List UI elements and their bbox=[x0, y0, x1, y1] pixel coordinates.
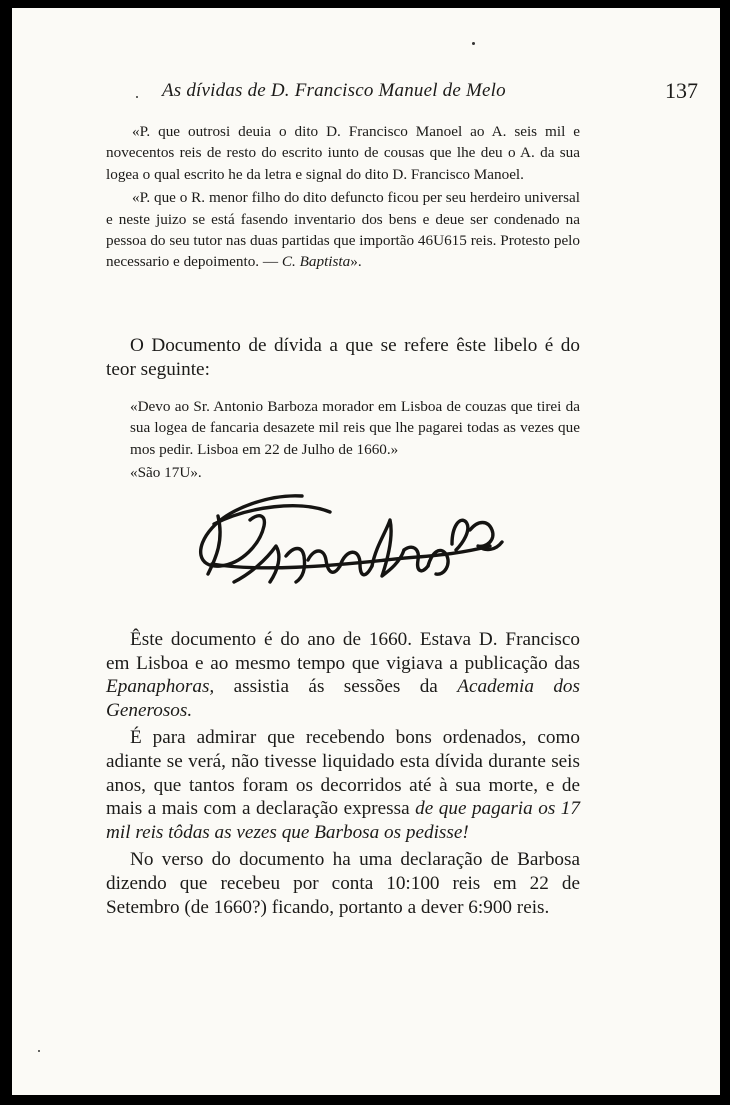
debt-document-quote bbox=[130, 396, 580, 484]
book-page bbox=[12, 8, 720, 1095]
work-title-epanaphoras: Epanaphoras, bbox=[106, 676, 215, 698]
commentary-p1-text: Êste documento é do ano de 1660. Estava D. Francisco em Lisboa e ao mesmo tempo que vigiava a publicação das bbox=[106, 629, 580, 674]
commentary-paragraph-2 bbox=[106, 726, 580, 844]
intro-paragraph bbox=[106, 334, 580, 381]
commentary-p2-text: É para admirar que recebendo bons ordenados, como adiante se verá, não tivesse liquidado esta dívida durante seis anos, que tantos foram os decorridos até à sua morte, e de mais a mais com a declaração expressa bbox=[106, 727, 580, 820]
running-title: As dívidas de D. Francisco Manuel de Melo bbox=[162, 80, 506, 101]
academy-name: Academia dos Generosos. bbox=[106, 676, 580, 721]
debt-amount: «São 17U». bbox=[130, 464, 202, 482]
libelo-signatory: C. Baptista bbox=[281, 253, 351, 271]
running-header bbox=[162, 78, 698, 106]
speck bbox=[136, 96, 138, 98]
commentary bbox=[106, 628, 580, 919]
commentary-p1-mid: assistia ás sessões da bbox=[214, 676, 458, 698]
libelo-close-quote: ». bbox=[350, 253, 362, 271]
speck bbox=[38, 1050, 40, 1052]
page-number: 137 bbox=[665, 78, 698, 103]
libelo-paragraph-2-text: «P. que o R. menor filho do dito defuncto ficou per seu herdeiro universal e neste juizo se está fasendo inventario dos bens e deue ser condenado na pessoa do seu tutor nas duas partidas que importão 46U615 reis. Protesto pelo necessario e depoimento. — bbox=[106, 189, 580, 271]
speck bbox=[472, 42, 475, 45]
commentary-paragraph-3: No verso do documento ha uma declaração de Barbosa dizendo que recebeu por conta 10:100 reis em 22 de Setembro (de 1660?) ficando, portanto a dever 6:900 reis. bbox=[106, 849, 580, 918]
libelo-excerpt bbox=[106, 121, 580, 273]
libelo-paragraph-1: «P. que outrosi deuia o dito D. Francisco Manoel ao A. seis mil e novecentos reis de resto do escrito iunto de cousas que lhe deu o A. da sua logea o qual escrito he da letra e signal do dito D. Francisco Manoel. bbox=[106, 123, 580, 183]
intro-text: O Documento de dívida a que se refere êste libelo é do teor seguinte: bbox=[106, 335, 580, 380]
handwritten-signature bbox=[190, 486, 510, 606]
commentary-paragraph-1 bbox=[106, 628, 580, 722]
debt-document-text: «Devo ao Sr. Antonio Barboza morador em Lisboa de couzas que tirei da sua logea de fancaria desazete mil reis que lhe pagarei todas as vezes que mos pedir. Lisboa em 22 de Julho de 1660.» bbox=[130, 398, 580, 458]
commentary-p2-emphasis: de que pagaria os 17 mil reis tôdas as vezes que Barbosa os pedisse! bbox=[106, 798, 580, 843]
libelo-paragraph-2 bbox=[106, 187, 580, 273]
